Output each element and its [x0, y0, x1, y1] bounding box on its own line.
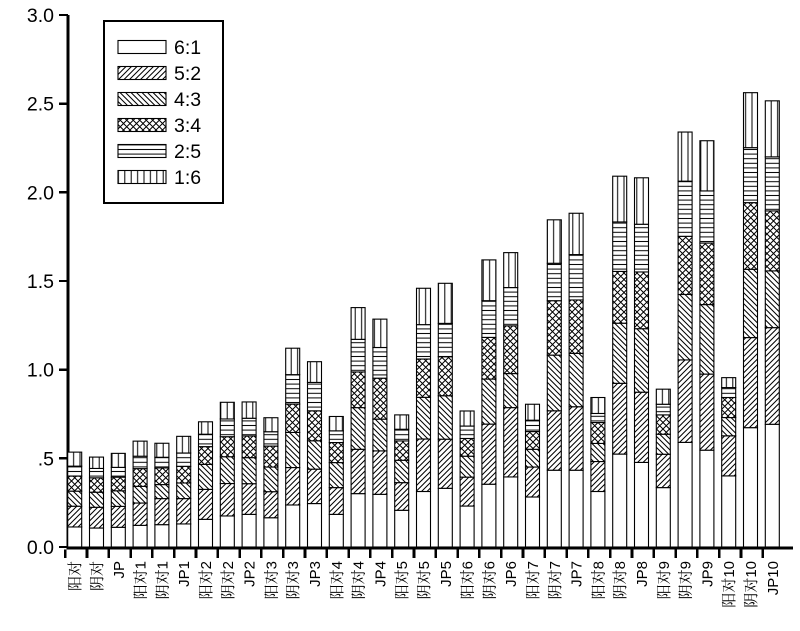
x-category-label: 阳对: [67, 561, 85, 592]
bar-segment-1-6: [373, 319, 387, 347]
bar-segment-2-5: [526, 420, 540, 431]
bar-segment-4-3: [656, 434, 670, 454]
bar-segment-4-3: [722, 418, 736, 436]
bar-segment-2-5: [591, 413, 605, 422]
bar-segment-3-4: [613, 271, 627, 323]
bar-segment-4-3: [220, 457, 234, 484]
legend-label: 2:5: [174, 141, 202, 164]
bar-segment-2-5: [395, 429, 409, 441]
bar-segment-2-5: [133, 456, 147, 468]
bar-segment-5-2: [242, 484, 256, 515]
bar-segment-1-6: [504, 253, 518, 288]
crosshatch-swatch: [118, 119, 166, 132]
bar-segment-4-3: [264, 467, 278, 492]
bar-segment-6-1: [460, 506, 474, 547]
bar-segment-3-4: [438, 357, 452, 396]
bar-segment-5-2: [591, 462, 605, 492]
bar-segment-1-6: [678, 132, 692, 181]
bar-segment-6-1: [199, 519, 213, 547]
bar-segment-3-4: [417, 359, 431, 397]
bar-segment-1-6: [90, 457, 104, 468]
y-tick-label: 2.0: [26, 182, 54, 205]
bar-segment-4-3: [765, 271, 779, 328]
bar-segment-5-2: [308, 469, 322, 503]
x-category-label: 阴对4: [350, 561, 368, 600]
bar-segment-6-1: [220, 516, 234, 547]
bar-segment-4-3: [591, 443, 605, 461]
x-category-label: 阳对5: [394, 561, 412, 600]
bar-segment-5-2: [744, 338, 758, 428]
bar-segment-1-6: [351, 308, 365, 340]
x-category-label: JP6: [503, 561, 521, 587]
bar-segment-5-2: [504, 408, 518, 477]
bar-segment-6-1: [68, 527, 82, 547]
bar-segment-4-3: [68, 491, 82, 506]
bar-segment-4-3: [613, 323, 627, 383]
bar-segment-6-1: [111, 527, 125, 547]
bar-segment-3-4: [744, 203, 758, 270]
bar-segment-4-3: [111, 491, 125, 507]
bar-segment-6-1: [242, 514, 256, 547]
bar-segment-2-5: [264, 432, 278, 446]
plain-swatch: [118, 41, 166, 54]
bar-segment-4-3: [700, 305, 714, 375]
bar-segment-6-1: [177, 524, 191, 547]
bar-segment-1-6: [199, 422, 213, 434]
bar-segment-3-4: [678, 236, 692, 294]
bar-segment-1-6: [635, 178, 649, 224]
bar-segment-5-2: [220, 484, 234, 516]
bar-segment-2-5: [635, 224, 649, 272]
bar-segment-3-4: [133, 469, 147, 487]
bar-segment-6-1: [635, 462, 649, 547]
bar-segment-6-1: [569, 470, 583, 547]
bar-segment-4-3: [526, 449, 540, 467]
bar-segment-6-1: [286, 505, 300, 547]
bar-segment-6-1: [155, 525, 169, 547]
x-category-label: JP10: [764, 561, 782, 596]
bar-segment-6-1: [526, 497, 540, 547]
bar-segment-4-3: [744, 269, 758, 337]
bar-segment-3-4: [656, 415, 670, 434]
bar-segment-2-5: [460, 426, 474, 438]
bar-segment-5-2: [460, 477, 474, 506]
bar-segment-6-1: [90, 528, 104, 547]
x-category-label: JP2: [241, 561, 259, 587]
bar-segment-2-5: [504, 288, 518, 326]
bar-segment-3-4: [395, 441, 409, 460]
bar-segment-2-5: [569, 255, 583, 300]
bar-segment-3-4: [569, 300, 583, 353]
bar-segment-3-4: [199, 447, 213, 465]
bar-segment-5-2: [286, 468, 300, 505]
bar-segment-3-4: [308, 411, 322, 441]
bar-segment-1-6: [722, 378, 736, 388]
bar-segment-2-5: [220, 419, 234, 437]
bar-segment-2-5: [351, 339, 365, 372]
bar-segment-2-5: [308, 382, 322, 410]
bar-segment-1-6: [482, 260, 496, 301]
x-category-label: 阴对1: [154, 561, 172, 600]
bar-segment-6-1: [722, 476, 736, 547]
bar-segment-5-2: [526, 467, 540, 497]
bar-segment-1-6: [744, 93, 758, 148]
bar-segment-1-6: [242, 402, 256, 418]
x-category-label: 阴对6: [481, 561, 499, 600]
bar-segment-1-6: [656, 389, 670, 404]
bar-segment-1-6: [133, 441, 147, 456]
bar-segment-1-6: [700, 141, 714, 191]
bar-segment-2-5: [438, 323, 452, 356]
x-category-label: 阴对9: [677, 561, 695, 600]
bar-segment-4-3: [482, 379, 496, 424]
horizontal-lines-swatch: [118, 145, 166, 158]
bar-segment-3-4: [329, 443, 343, 463]
bar-segment-3-4: [526, 432, 540, 450]
bar-segment-5-2: [177, 499, 191, 524]
bar-segment-6-1: [613, 454, 627, 547]
bar-segment-1-6: [569, 213, 583, 254]
bar-segment-2-5: [242, 418, 256, 436]
bar-segment-6-1: [591, 491, 605, 547]
bar-segment-5-2: [700, 374, 714, 450]
bar-segment-4-3: [286, 432, 300, 467]
x-category-label: 阴对8: [612, 561, 630, 600]
bar-segment-5-2: [569, 407, 583, 470]
bar-segment-2-5: [482, 301, 496, 338]
bar-segment-1-6: [155, 443, 169, 457]
bar-segment-3-4: [155, 468, 169, 485]
legend-label: 4:3: [174, 89, 202, 112]
bar-segment-3-4: [264, 446, 278, 467]
bar-segment-3-4: [373, 378, 387, 419]
bar-segment-4-3: [678, 294, 692, 359]
bar-segment-5-2: [90, 507, 104, 528]
bar-segment-5-2: [199, 489, 213, 519]
bar-segment-1-6: [177, 436, 191, 453]
bar-segment-2-5: [765, 157, 779, 211]
bar-segment-6-1: [133, 525, 147, 547]
x-category-label: JP4: [372, 561, 390, 587]
bar-segment-6-1: [656, 488, 670, 547]
x-category-label: 阴对3: [285, 561, 303, 600]
bar-segment-4-3: [133, 486, 147, 503]
legend-label: 6:1: [174, 37, 202, 60]
bar-segment-6-1: [329, 514, 343, 547]
bar-segment-2-5: [656, 404, 670, 415]
x-category-label: JP5: [437, 561, 455, 587]
bar-segment-2-5: [547, 263, 561, 300]
x-category-label: JP1: [176, 561, 194, 587]
x-category-label: 阴对5: [416, 561, 433, 600]
bar-segment-6-1: [765, 424, 779, 547]
bar-segment-4-3: [155, 485, 169, 499]
bar-segment-5-2: [635, 392, 649, 462]
bar-segment-4-3: [242, 458, 256, 484]
bar-segment-3-4: [111, 477, 125, 491]
x-category-label: JP7: [568, 561, 586, 587]
bar-segment-1-6: [417, 288, 431, 324]
bar-segment-3-4: [177, 466, 191, 483]
x-category-label: 阳对6: [459, 561, 477, 600]
bar-segment-2-5: [177, 453, 191, 466]
bar-segment-2-5: [111, 467, 125, 477]
legend-label: 1:6: [174, 167, 202, 190]
bar-segment-4-3: [635, 329, 649, 392]
bar-segment-6-1: [308, 504, 322, 547]
bar-segment-2-5: [68, 466, 82, 476]
bar-segment-6-1: [351, 494, 365, 547]
bar-segment-2-5: [199, 434, 213, 446]
bar-segment-1-6: [591, 398, 605, 414]
bar-segment-5-2: [482, 424, 496, 484]
bar-segment-1-6: [460, 411, 474, 426]
bar-segment-5-2: [329, 488, 343, 515]
y-tick-label: 1.5: [26, 271, 54, 294]
bar-segment-3-4: [242, 436, 256, 458]
bar-segment-1-6: [526, 404, 540, 420]
bar-segment-2-5: [329, 431, 343, 443]
x-category-label: JP9: [699, 561, 717, 587]
bar-segment-4-3: [177, 483, 191, 499]
bar-segment-5-2: [155, 499, 169, 525]
x-category-label: 阳对3: [263, 561, 281, 600]
bar-segment-2-5: [613, 222, 627, 271]
bar-segment-5-2: [438, 439, 452, 488]
bar-segment-2-5: [700, 191, 714, 243]
bar-segment-3-4: [635, 272, 649, 329]
bar-segment-6-1: [395, 510, 409, 547]
bar-segment-4-3: [569, 353, 583, 406]
bar-segment-4-3: [373, 419, 387, 451]
x-category-label: JP8: [634, 561, 651, 587]
bar-segment-6-1: [700, 450, 714, 547]
bar-segment-3-4: [68, 476, 82, 491]
bar-segment-1-6: [111, 453, 125, 467]
bar-segment-1-6: [613, 176, 627, 222]
bar-segment-1-6: [765, 101, 779, 157]
bar-segment-4-3: [417, 397, 431, 439]
legend-label: 3:4: [174, 115, 202, 138]
bar-segment-4-3: [329, 463, 343, 488]
bar-segment-6-1: [373, 494, 387, 547]
bar-segment-5-2: [351, 449, 365, 493]
bar-segment-4-3: [547, 355, 561, 411]
bar-segment-3-4: [700, 243, 714, 305]
x-category-label: JP: [110, 561, 128, 579]
y-tick-label: 1.0: [26, 359, 54, 382]
y-tick-label: 0.0: [26, 537, 54, 560]
x-category-label: 阴对2: [219, 561, 237, 600]
bar-segment-1-6: [286, 348, 300, 374]
bar-segment-2-5: [90, 468, 104, 477]
bar-segment-5-2: [678, 360, 692, 442]
bar-segment-4-3: [438, 396, 452, 439]
bar-segment-1-6: [68, 452, 82, 466]
bar-segment-1-6: [220, 402, 234, 419]
bar-segment-5-2: [547, 411, 561, 470]
bar-segment-5-2: [373, 451, 387, 494]
x-category-label: JP3: [307, 561, 324, 587]
bar-segment-3-4: [591, 423, 605, 444]
x-category-label: 阴对7: [546, 561, 564, 600]
bar-segment-1-6: [438, 283, 452, 323]
bar-segment-2-5: [417, 325, 431, 359]
x-category-label: 阳对2: [198, 561, 215, 600]
x-category-label: 阳对8: [590, 561, 608, 600]
bar-segment-1-6: [264, 418, 278, 432]
bar-segment-1-6: [329, 416, 343, 430]
bar-segment-5-2: [395, 483, 409, 511]
x-category-label: 阴对10: [743, 561, 760, 608]
bar-segment-5-2: [765, 328, 779, 425]
bar-segment-2-5: [678, 181, 692, 236]
x-category-label: 阳对10: [721, 561, 739, 608]
bar-segment-1-6: [308, 362, 322, 383]
bar-segment-5-2: [264, 492, 278, 518]
bar-segment-3-4: [504, 326, 518, 374]
bar-segment-4-3: [90, 492, 104, 507]
bar-segment-3-4: [722, 398, 736, 418]
bar-segment-6-1: [744, 428, 758, 547]
bar-segment-5-2: [111, 506, 125, 527]
bar-segment-3-4: [351, 372, 365, 408]
bar-segment-4-3: [395, 460, 409, 482]
y-tick-label: .5: [37, 448, 54, 471]
bar-segment-6-1: [547, 470, 561, 547]
bar-segment-1-6: [395, 415, 409, 429]
bar-segment-3-4: [460, 438, 474, 456]
bar-segment-1-6: [547, 220, 561, 263]
bar-segment-5-2: [722, 436, 736, 476]
bar-segment-3-4: [90, 478, 104, 492]
bar-segment-6-1: [438, 488, 452, 547]
y-tick-label: 2.5: [26, 93, 54, 116]
x-category-label: 阳对9: [655, 561, 673, 600]
bar-segment-5-2: [656, 454, 670, 487]
bar-segment-3-4: [547, 301, 561, 355]
bar-segment-6-1: [264, 518, 278, 547]
bar-segment-3-4: [482, 337, 496, 379]
bar-segment-5-2: [613, 383, 627, 454]
bar-segment-4-3: [308, 441, 322, 469]
bar-segment-4-3: [351, 408, 365, 450]
bar-segment-3-4: [765, 211, 779, 271]
bar-segment-5-2: [133, 503, 147, 525]
bar-segment-3-4: [286, 404, 300, 432]
bar-segment-2-5: [373, 348, 387, 379]
bar-segment-6-1: [504, 477, 518, 547]
legend-label: 5:2: [174, 63, 202, 86]
bar-segment-6-1: [482, 484, 496, 547]
bar-segment-2-5: [155, 457, 169, 468]
bar-segment-5-2: [417, 439, 431, 491]
bar-segment-4-3: [504, 374, 518, 408]
bar-segment-5-2: [68, 506, 82, 527]
bar-segment-2-5: [722, 388, 736, 398]
x-category-label: 阴对: [89, 561, 106, 592]
bar-segment-4-3: [460, 456, 474, 477]
x-category-label: 阳对4: [328, 561, 346, 600]
vertical-lines-swatch: [118, 171, 166, 184]
bar-segment-6-1: [678, 442, 692, 547]
diagonal-up-hatch-swatch: [118, 67, 166, 80]
bar-segment-6-1: [417, 491, 431, 547]
bar-segment-4-3: [199, 464, 213, 489]
bar-segment-2-5: [744, 148, 758, 203]
bar-segment-3-4: [220, 437, 234, 457]
y-tick-label: 3.0: [26, 5, 54, 28]
bar-segment-2-5: [286, 375, 300, 404]
diagonal-down-hatch-swatch: [118, 93, 166, 106]
x-category-label: 阳对7: [525, 561, 542, 600]
x-category-label: 阳对1: [132, 561, 150, 600]
